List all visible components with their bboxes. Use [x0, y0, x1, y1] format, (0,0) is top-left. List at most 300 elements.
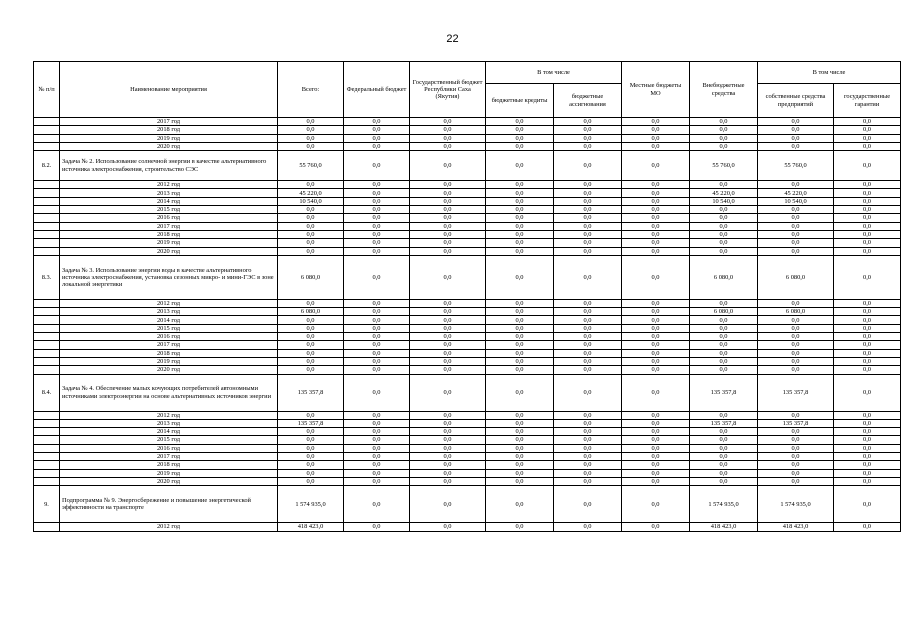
total-cell: 6 080,0	[278, 308, 344, 316]
state-budget-cell: 0,0	[410, 523, 486, 531]
own-funds-cell: 0,0	[758, 341, 834, 349]
guarantees-cell: 0,0	[834, 247, 901, 255]
row-number	[34, 134, 60, 142]
guarantees-cell: 0,0	[834, 333, 901, 341]
own-funds-cell: 0,0	[758, 428, 834, 436]
local-cell: 0,0	[622, 349, 690, 357]
local-cell: 0,0	[622, 230, 690, 238]
row-number	[34, 189, 60, 197]
credits-cell: 0,0	[486, 436, 554, 444]
guarantees-cell: 0,0	[834, 436, 901, 444]
credits-cell: 0,0	[486, 308, 554, 316]
year-label: 2018 год	[60, 461, 278, 469]
own-funds-cell: 0,0	[758, 469, 834, 477]
own-funds-cell: 0,0	[758, 206, 834, 214]
state-budget-cell: 0,0	[410, 428, 486, 436]
assignments-cell: 0,0	[554, 444, 622, 452]
credits-cell: 0,0	[486, 206, 554, 214]
total-cell: 0,0	[278, 453, 344, 461]
state-budget-cell: 0,0	[410, 230, 486, 238]
local-cell: 0,0	[622, 477, 690, 485]
total-cell: 0,0	[278, 341, 344, 349]
local-cell: 0,0	[622, 444, 690, 452]
year-row	[34, 230, 901, 238]
guarantees-cell: 0,0	[834, 299, 901, 307]
own-funds-cell: 0,0	[758, 126, 834, 134]
own-funds-cell: 0,0	[758, 411, 834, 419]
row-number: 9.	[34, 486, 60, 523]
extrabudget-cell: 6 080,0	[690, 308, 758, 316]
assignments-cell: 0,0	[554, 316, 622, 324]
guarantees-cell: 0,0	[834, 197, 901, 205]
budget-table	[33, 61, 901, 532]
assignments-cell: 0,0	[554, 469, 622, 477]
state-budget-cell: 0,0	[410, 247, 486, 255]
state-budget-cell: 0,0	[410, 374, 486, 411]
guarantees-cell: 0,0	[834, 206, 901, 214]
row-number	[34, 469, 60, 477]
table-body	[34, 118, 901, 532]
assignments-cell: 0,0	[554, 181, 622, 189]
state-budget-cell: 0,0	[410, 486, 486, 523]
federal-cell: 0,0	[344, 341, 410, 349]
task-name: Задача № 4. Обеспечение малых кочующих потребителей автономными источниками электроэнергии на основе альтернативных источников энергии	[60, 374, 278, 411]
state-budget-cell: 0,0	[410, 255, 486, 299]
credits-cell: 0,0	[486, 126, 554, 134]
credits-cell: 0,0	[486, 419, 554, 427]
assignments-cell: 0,0	[554, 189, 622, 197]
extrabudget-cell: 0,0	[690, 126, 758, 134]
credits-cell: 0,0	[486, 411, 554, 419]
federal-cell: 0,0	[344, 444, 410, 452]
year-label: 2017 год	[60, 453, 278, 461]
row-number	[34, 428, 60, 436]
year-row	[34, 189, 901, 197]
assignments-cell: 0,0	[554, 214, 622, 222]
credits-cell: 0,0	[486, 374, 554, 411]
state-budget-cell: 0,0	[410, 206, 486, 214]
row-number	[34, 477, 60, 485]
total-cell: 0,0	[278, 142, 344, 150]
local-cell: 0,0	[622, 316, 690, 324]
year-row	[34, 181, 901, 189]
guarantees-cell: 0,0	[834, 222, 901, 230]
own-funds-cell: 0,0	[758, 349, 834, 357]
extrabudget-cell: 0,0	[690, 453, 758, 461]
local-cell: 0,0	[622, 523, 690, 531]
guarantees-cell: 0,0	[834, 349, 901, 357]
guarantees-cell: 0,0	[834, 453, 901, 461]
assignments-cell: 0,0	[554, 299, 622, 307]
year-label: 2014 год	[60, 316, 278, 324]
row-number	[34, 181, 60, 189]
state-budget-cell: 0,0	[410, 134, 486, 142]
header-total: Всего:	[278, 62, 344, 118]
local-cell: 0,0	[622, 189, 690, 197]
extrabudget-cell: 45 220,0	[690, 189, 758, 197]
row-number	[34, 444, 60, 452]
federal-cell: 0,0	[344, 247, 410, 255]
guarantees-cell: 0,0	[834, 357, 901, 365]
credits-cell: 0,0	[486, 453, 554, 461]
own-funds-cell: 0,0	[758, 134, 834, 142]
own-funds-cell: 135 357,8	[758, 374, 834, 411]
row-number	[34, 222, 60, 230]
row-number	[34, 247, 60, 255]
federal-cell: 0,0	[344, 349, 410, 357]
year-label: 2015 год	[60, 206, 278, 214]
own-funds-cell: 0,0	[758, 118, 834, 126]
total-cell: 1 574 935,0	[278, 486, 344, 523]
own-funds-cell: 0,0	[758, 247, 834, 255]
federal-cell: 0,0	[344, 486, 410, 523]
state-budget-cell: 0,0	[410, 341, 486, 349]
total-cell: 55 760,0	[278, 151, 344, 181]
state-budget-cell: 0,0	[410, 222, 486, 230]
year-label: 2012 год	[60, 411, 278, 419]
total-cell: 0,0	[278, 428, 344, 436]
federal-cell: 0,0	[344, 477, 410, 485]
total-cell: 45 220,0	[278, 189, 344, 197]
year-row	[34, 324, 901, 332]
extrabudget-cell: 0,0	[690, 428, 758, 436]
state-budget-cell: 0,0	[410, 469, 486, 477]
header-num: № п/п	[34, 62, 60, 118]
local-cell: 0,0	[622, 299, 690, 307]
credits-cell: 0,0	[486, 255, 554, 299]
credits-cell: 0,0	[486, 349, 554, 357]
assignments-cell: 0,0	[554, 374, 622, 411]
federal-cell: 0,0	[344, 189, 410, 197]
row-number	[34, 206, 60, 214]
credits-cell: 0,0	[486, 230, 554, 238]
year-row	[34, 469, 901, 477]
year-row	[34, 453, 901, 461]
row-number	[34, 341, 60, 349]
extrabudget-cell: 0,0	[690, 222, 758, 230]
own-funds-cell: 10 540,0	[758, 197, 834, 205]
row-number	[34, 214, 60, 222]
assignments-cell: 0,0	[554, 308, 622, 316]
year-row	[34, 477, 901, 485]
extrabudget-cell: 0,0	[690, 333, 758, 341]
credits-cell: 0,0	[486, 118, 554, 126]
state-budget-cell: 0,0	[410, 477, 486, 485]
guarantees-cell: 0,0	[834, 324, 901, 332]
assignments-cell: 0,0	[554, 230, 622, 238]
year-label: 2019 год	[60, 239, 278, 247]
year-row	[34, 349, 901, 357]
own-funds-cell: 0,0	[758, 214, 834, 222]
own-funds-cell: 0,0	[758, 239, 834, 247]
own-funds-cell: 0,0	[758, 333, 834, 341]
extrabudget-cell: 0,0	[690, 239, 758, 247]
year-label: 2019 год	[60, 357, 278, 365]
local-cell: 0,0	[622, 239, 690, 247]
year-label: 2017 год	[60, 118, 278, 126]
guarantees-cell: 0,0	[834, 444, 901, 452]
credits-cell: 0,0	[486, 299, 554, 307]
year-row	[34, 299, 901, 307]
page-number: 22	[446, 33, 459, 45]
guarantees-cell: 0,0	[834, 461, 901, 469]
credits-cell: 0,0	[486, 214, 554, 222]
row-number	[34, 118, 60, 126]
total-cell: 0,0	[278, 222, 344, 230]
year-row	[34, 419, 901, 427]
state-budget-cell: 0,0	[410, 349, 486, 357]
own-funds-cell: 0,0	[758, 181, 834, 189]
row-number: 8.4.	[34, 374, 60, 411]
credits-cell: 0,0	[486, 247, 554, 255]
local-cell: 0,0	[622, 118, 690, 126]
row-number	[34, 142, 60, 150]
year-label: 2018 год	[60, 126, 278, 134]
own-funds-cell: 135 357,8	[758, 419, 834, 427]
state-budget-cell: 0,0	[410, 436, 486, 444]
total-cell: 0,0	[278, 299, 344, 307]
year-row	[34, 247, 901, 255]
federal-cell: 0,0	[344, 453, 410, 461]
federal-cell: 0,0	[344, 222, 410, 230]
year-row	[34, 316, 901, 324]
own-funds-cell: 0,0	[758, 316, 834, 324]
year-row	[34, 126, 901, 134]
credits-cell: 0,0	[486, 151, 554, 181]
local-cell: 0,0	[622, 151, 690, 181]
federal-cell: 0,0	[344, 469, 410, 477]
year-row	[34, 333, 901, 341]
extrabudget-cell: 6 080,0	[690, 255, 758, 299]
guarantees-cell: 0,0	[834, 134, 901, 142]
extrabudget-cell: 0,0	[690, 230, 758, 238]
year-row	[34, 411, 901, 419]
credits-cell: 0,0	[486, 357, 554, 365]
federal-cell: 0,0	[344, 316, 410, 324]
year-row	[34, 222, 901, 230]
year-label: 2014 год	[60, 197, 278, 205]
row-number	[34, 299, 60, 307]
federal-cell: 0,0	[344, 230, 410, 238]
total-cell: 0,0	[278, 126, 344, 134]
guarantees-cell: 0,0	[834, 411, 901, 419]
year-label: 2012 год	[60, 181, 278, 189]
year-row	[34, 341, 901, 349]
state-budget-cell: 0,0	[410, 419, 486, 427]
total-cell: 0,0	[278, 134, 344, 142]
federal-cell: 0,0	[344, 151, 410, 181]
own-funds-cell: 0,0	[758, 453, 834, 461]
local-cell: 0,0	[622, 453, 690, 461]
guarantees-cell: 0,0	[834, 214, 901, 222]
local-cell: 0,0	[622, 486, 690, 523]
year-label: 2020 год	[60, 477, 278, 485]
guarantees-cell: 0,0	[834, 181, 901, 189]
total-cell: 0,0	[278, 230, 344, 238]
credits-cell: 0,0	[486, 333, 554, 341]
federal-cell: 0,0	[344, 374, 410, 411]
year-row	[34, 436, 901, 444]
extrabudget-cell: 0,0	[690, 461, 758, 469]
own-funds-cell: 0,0	[758, 299, 834, 307]
state-budget-cell: 0,0	[410, 142, 486, 150]
local-cell: 0,0	[622, 436, 690, 444]
header-guarantees: государственные гарантии	[834, 84, 901, 118]
total-cell: 0,0	[278, 324, 344, 332]
guarantees-cell: 0,0	[834, 189, 901, 197]
credits-cell: 0,0	[486, 181, 554, 189]
guarantees-cell: 0,0	[834, 374, 901, 411]
local-cell: 0,0	[622, 214, 690, 222]
local-cell: 0,0	[622, 181, 690, 189]
total-cell: 0,0	[278, 181, 344, 189]
state-budget-cell: 0,0	[410, 126, 486, 134]
row-number	[34, 197, 60, 205]
state-budget-cell: 0,0	[410, 181, 486, 189]
credits-cell: 0,0	[486, 486, 554, 523]
federal-cell: 0,0	[344, 181, 410, 189]
row-number	[34, 366, 60, 374]
guarantees-cell: 0,0	[834, 523, 901, 531]
extrabudget-cell: 0,0	[690, 324, 758, 332]
federal-cell: 0,0	[344, 357, 410, 365]
own-funds-cell: 0,0	[758, 477, 834, 485]
local-cell: 0,0	[622, 374, 690, 411]
year-row	[34, 366, 901, 374]
row-number	[34, 239, 60, 247]
guarantees-cell: 0,0	[834, 419, 901, 427]
federal-cell: 0,0	[344, 214, 410, 222]
own-funds-cell: 0,0	[758, 366, 834, 374]
extrabudget-cell: 0,0	[690, 181, 758, 189]
year-row	[34, 206, 901, 214]
total-cell: 0,0	[278, 239, 344, 247]
extrabudget-cell: 0,0	[690, 436, 758, 444]
assignments-cell: 0,0	[554, 486, 622, 523]
assignments-cell: 0,0	[554, 461, 622, 469]
assignments-cell: 0,0	[554, 255, 622, 299]
row-number	[34, 333, 60, 341]
assignments-cell: 0,0	[554, 436, 622, 444]
state-budget-cell: 0,0	[410, 453, 486, 461]
credits-cell: 0,0	[486, 341, 554, 349]
own-funds-cell: 0,0	[758, 461, 834, 469]
task-name: Подпрограмма № 9. Энергосбережение и повышение энергетической эффективности на транспорте	[60, 486, 278, 523]
row-number	[34, 230, 60, 238]
own-funds-cell: 45 220,0	[758, 189, 834, 197]
state-budget-cell: 0,0	[410, 214, 486, 222]
federal-cell: 0,0	[344, 142, 410, 150]
year-label: 2014 год	[60, 428, 278, 436]
year-label: 2013 год	[60, 189, 278, 197]
own-funds-cell: 6 080,0	[758, 255, 834, 299]
guarantees-cell: 0,0	[834, 316, 901, 324]
assignments-cell: 0,0	[554, 142, 622, 150]
assignments-cell: 0,0	[554, 523, 622, 531]
year-label: 2019 год	[60, 134, 278, 142]
task-name: Задача № 2. Использование солнечной энергии в качестве альтернативного источника электроснабжения, строительство СЭС	[60, 151, 278, 181]
federal-cell: 0,0	[344, 436, 410, 444]
local-cell: 0,0	[622, 247, 690, 255]
total-cell: 418 423,0	[278, 523, 344, 531]
federal-cell: 0,0	[344, 428, 410, 436]
state-budget-cell: 0,0	[410, 299, 486, 307]
total-cell: 0,0	[278, 461, 344, 469]
local-cell: 0,0	[622, 255, 690, 299]
header-local: Местные бюджеты МО	[622, 62, 690, 118]
federal-cell: 0,0	[344, 461, 410, 469]
year-label: 2012 год	[60, 299, 278, 307]
guarantees-cell: 0,0	[834, 469, 901, 477]
task-row	[34, 486, 901, 523]
federal-cell: 0,0	[344, 206, 410, 214]
state-budget-cell: 0,0	[410, 324, 486, 332]
row-number: 8.3.	[34, 255, 60, 299]
credits-cell: 0,0	[486, 477, 554, 485]
own-funds-cell: 0,0	[758, 436, 834, 444]
state-budget-cell: 0,0	[410, 444, 486, 452]
assignments-cell: 0,0	[554, 324, 622, 332]
year-row	[34, 461, 901, 469]
year-label: 2017 год	[60, 222, 278, 230]
federal-cell: 0,0	[344, 197, 410, 205]
extrabudget-cell: 0,0	[690, 134, 758, 142]
credits-cell: 0,0	[486, 366, 554, 374]
credits-cell: 0,0	[486, 469, 554, 477]
year-row	[34, 357, 901, 365]
year-row	[34, 118, 901, 126]
guarantees-cell: 0,0	[834, 151, 901, 181]
total-cell: 0,0	[278, 118, 344, 126]
credits-cell: 0,0	[486, 197, 554, 205]
year-label: 2017 год	[60, 341, 278, 349]
row-number	[34, 461, 60, 469]
total-cell: 0,0	[278, 214, 344, 222]
federal-cell: 0,0	[344, 134, 410, 142]
extrabudget-cell: 0,0	[690, 316, 758, 324]
credits-cell: 0,0	[486, 324, 554, 332]
year-label: 2013 год	[60, 419, 278, 427]
guarantees-cell: 0,0	[834, 255, 901, 299]
federal-cell: 0,0	[344, 333, 410, 341]
assignments-cell: 0,0	[554, 477, 622, 485]
state-budget-cell: 0,0	[410, 366, 486, 374]
year-label: 2016 год	[60, 444, 278, 452]
own-funds-cell: 0,0	[758, 230, 834, 238]
credits-cell: 0,0	[486, 239, 554, 247]
own-funds-cell: 0,0	[758, 444, 834, 452]
guarantees-cell: 0,0	[834, 126, 901, 134]
own-funds-cell: 55 760,0	[758, 151, 834, 181]
extrabudget-cell: 418 423,0	[690, 523, 758, 531]
header-including-2: В том числе	[758, 62, 901, 84]
assignments-cell: 0,0	[554, 134, 622, 142]
guarantees-cell: 0,0	[834, 486, 901, 523]
federal-cell: 0,0	[344, 324, 410, 332]
year-label: 2016 год	[60, 333, 278, 341]
credits-cell: 0,0	[486, 142, 554, 150]
local-cell: 0,0	[622, 357, 690, 365]
year-label: 2013 год	[60, 308, 278, 316]
extrabudget-cell: 0,0	[690, 214, 758, 222]
year-label: 2016 год	[60, 214, 278, 222]
federal-cell: 0,0	[344, 126, 410, 134]
task-row	[34, 374, 901, 411]
state-budget-cell: 0,0	[410, 461, 486, 469]
assignments-cell: 0,0	[554, 428, 622, 436]
state-budget-cell: 0,0	[410, 118, 486, 126]
extrabudget-cell: 55 760,0	[690, 151, 758, 181]
